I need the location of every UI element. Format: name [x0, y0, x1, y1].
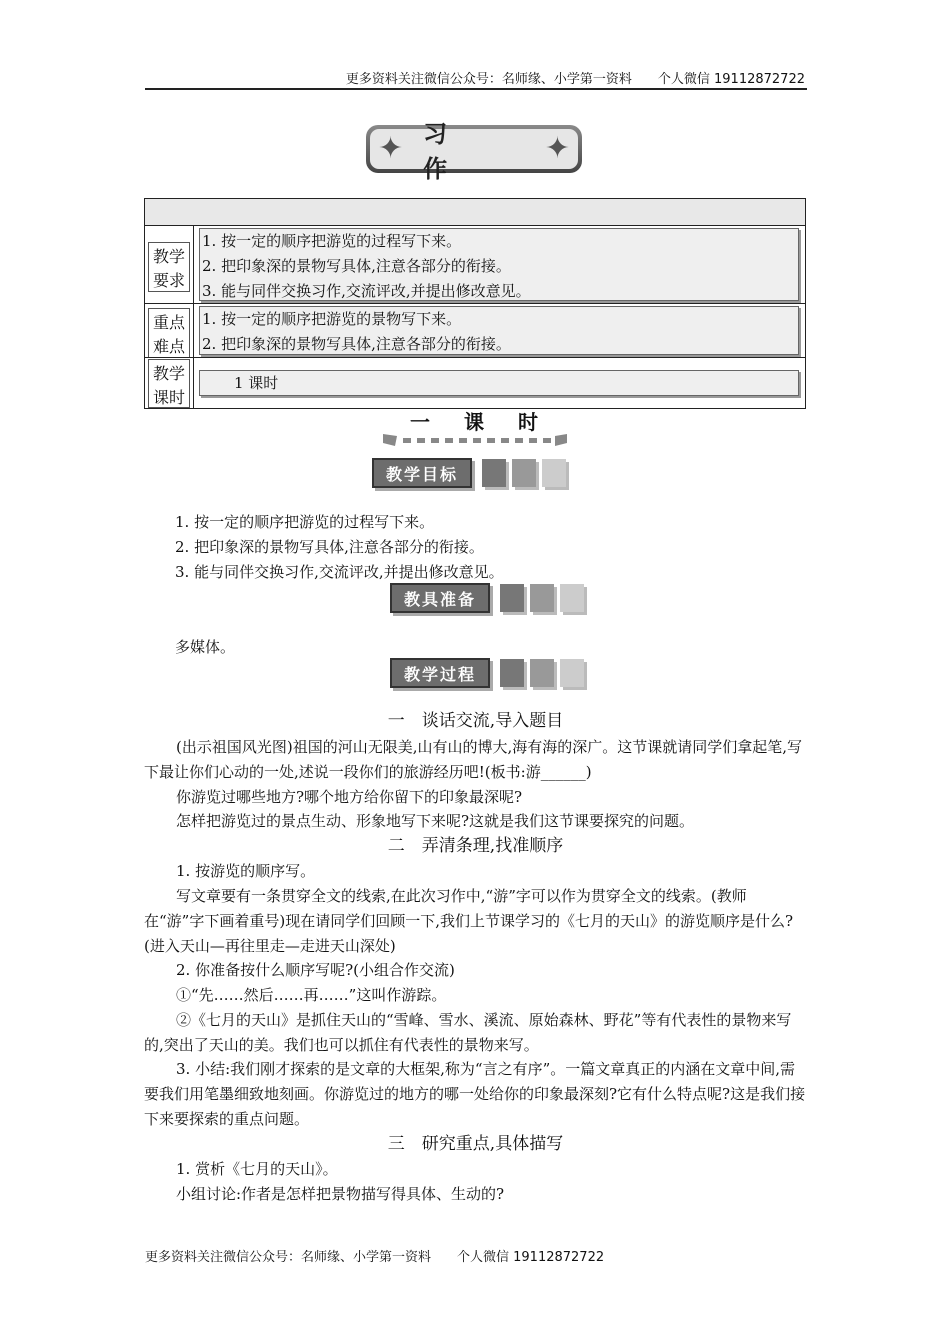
tools-section-tag: [390, 583, 584, 613]
process-label: 教学过程: [390, 658, 490, 688]
requirements-cell: [199, 228, 799, 301]
goal-item: 2. 把印象深的景物写具体,注意各部分的衔接。: [175, 537, 484, 556]
tag-square: [542, 459, 566, 487]
tag-square: [500, 659, 524, 687]
tools-label: 教具准备: [390, 583, 490, 613]
tag-square: [560, 584, 584, 612]
part1-heading: 一 谈话交流,导入题目: [387, 711, 564, 731]
lesson-info-table: [144, 198, 806, 409]
paragraph: ②《七月的天山》是抓住天山的“雪峰、雪水、溪流、原始森林、野花”等有代表性的景物来写的,突出了天山的美。我们也可以抓住有代表性的景物来写。: [144, 1011, 792, 1054]
paragraph: 1. 赏析《七月的天山》。: [176, 1160, 338, 1178]
paragraph: 写文章要有一条贯穿全文的线索,在此次习作中,“游”字可以作为贯穿全文的线索。(教师在“游”字下画着重号)现在请同学们回顾一下,我们上节课学习的《七月的天山》的游览顺序是什么?(进入天山—再往里走—走进天山深处): [144, 887, 794, 955]
goal-item: 3. 能与同伴交换习作,交流评改,并提出修改意见。: [175, 562, 504, 581]
key-point-item: 2. 把印象深的景物写具体,注意各部分的衔接。: [202, 335, 511, 353]
banner-title: 习作: [423, 120, 488, 183]
paragraph: 你游览过哪些地方?哪个地方给你留下的印象最深呢?: [176, 788, 523, 806]
tag-square: [560, 659, 584, 687]
paragraph: ①“先……然后……再……”这叫作游踪。: [176, 986, 447, 1004]
tag-square: [500, 584, 524, 612]
requirement-item: 2. 把印象深的景物写具体,注意各部分的衔接。: [202, 257, 511, 275]
page-footer: 更多资料关注微信公众号：名师缘、小学第一资料 个人微信 19112872722: [145, 1250, 605, 1265]
part2-heading: 二 弄清条理,找准顺序: [387, 836, 564, 856]
paragraph: 怎样把游览过的景点生动、形象地写下来呢?这就是我们这节课要探究的问题。: [176, 812, 695, 830]
goal-item: 1. 按一定的顺序把游览的过程写下来。: [175, 513, 435, 531]
table-header-row: [145, 199, 805, 226]
tools-text: 多媒体。: [175, 638, 236, 656]
class-hours-value: 1 课时: [234, 374, 279, 392]
requirement-item: 1. 按一定的顺序把游览的过程写下来。: [202, 232, 462, 250]
label-teaching-requirements: 教学要求: [148, 242, 190, 292]
star-icon: ✦: [544, 131, 570, 166]
tag-square: [530, 584, 554, 612]
part3-heading: 三 研究重点,具体描写: [387, 1134, 564, 1154]
paragraph: 1. 按游览的顺序写。: [176, 862, 316, 880]
class-hours-cell: [199, 370, 799, 396]
label-class-hours: 教学课时: [148, 359, 190, 408]
lesson-title: 一课时: [410, 410, 572, 434]
page-header: [145, 66, 807, 90]
goals-label: 教学目标: [372, 458, 472, 488]
paragraph: 2. 你准备按什么顺序写呢?(小组合作交流): [176, 961, 455, 979]
key-points-cell: [199, 306, 799, 355]
goals-list: [175, 510, 504, 584]
paragraph: (出示祖国风光图)祖国的河山无限美,山有山的博大,海有海的深广。这节课就请同学们拿起笔,写下最让你们心动的一处,述说一段你们的旅游经历吧!(板书:游______): [144, 738, 803, 781]
tag-square: [530, 659, 554, 687]
goals-section-tag: [372, 458, 566, 488]
paragraph: 3. 小结:我们刚才探索的是文章的大框架,称为“言之有序”。一篇文章真正的内涵在文章中间,需要我们用笔墨细致地刻画。你游览过的地方的哪一处给你的印象最深刻?它有什么特点呢?这是我们接下来要探索的重点问题。: [144, 1060, 806, 1128]
tag-square: [512, 459, 536, 487]
section-banner: [366, 120, 582, 183]
header-text: 更多资料关注微信公众号：名师缘、小学第一资料 个人微信 19112872722: [345, 72, 805, 87]
label-key-points: 重点难点: [148, 308, 190, 358]
process-section-tag: [390, 658, 584, 688]
star-icon: ✦: [378, 131, 404, 166]
tag-square: [482, 459, 506, 487]
paragraph: 小组讨论:作者是怎样把景物描写得具体、生动的?: [176, 1185, 505, 1203]
requirement-item: 3. 能与同伴交换习作,交流评改,并提出修改意见。: [202, 282, 531, 300]
key-point-item: 1. 按一定的顺序把游览的景物写下来。: [202, 310, 462, 328]
decorative-dash-divider: [383, 434, 567, 446]
